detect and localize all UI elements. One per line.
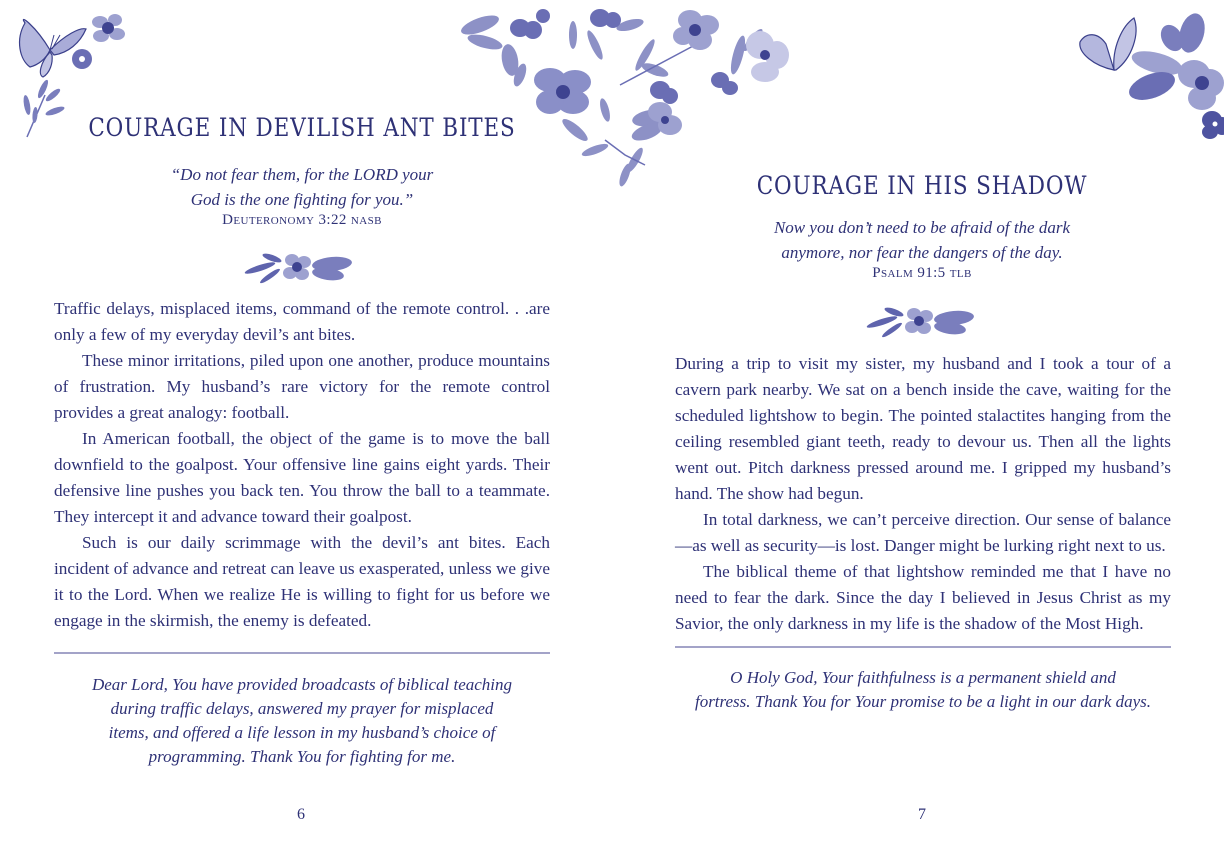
prayer-line: Dear Lord, You have provided broadcasts of biblical teaching — [91, 675, 513, 694]
body-paragraph: During a trip to visit my sister, my husband and I took a tour of a cavern park nearby. We sat on a bench inside the cave, waiting for the scheduled lightshow to begin. The pointed stalactites hanging from the ceiling resembled giant teeth, ready to devour us. Then all the lights went out. Pitch darkness pressed around me. I gripped my husband’s hand. The show had begun. — [675, 354, 1171, 503]
devotion-title: COURAGE IN HIS SHADOW — [756, 171, 1088, 200]
body-paragraph: Such is our daily scrimmage with the devil’s ant bites. Each incident of advance and retreat can leave us exasperated, unless we give it to the Lord. When we realize He is willing to fight for us before we engage in the skirmish, the enemy is defeated. — [54, 533, 550, 630]
prayer-line: programming. Thank You for fighting for me. — [148, 747, 456, 766]
verse-line: Now you don’t need to be afraid of the dark — [773, 218, 1071, 237]
scripture-reference: Psalm 91:5 tlb — [872, 265, 972, 281]
page-number: 7 — [918, 806, 926, 823]
prayer-line: items, and offered a life lesson in my husband’s choice of — [108, 723, 496, 742]
body-paragraph: Traffic delays, misplaced items, command of the remote control. . .are only a few of my everyday devil’s ant bites. — [54, 299, 550, 344]
prayer — [675, 666, 1171, 714]
right-page — [612, 0, 1224, 864]
devotion-body — [54, 296, 550, 634]
section-divider — [675, 646, 1171, 648]
prayer-line: O Holy God, Your faithfulness is a permanent shield and — [730, 668, 1116, 687]
devotion-body — [675, 351, 1171, 637]
floral-divider-icon — [864, 302, 976, 338]
verse-line: anymore, nor fear the dangers of the day. — [781, 243, 1063, 262]
devotion-title: COURAGE IN DEVILISH ANT BITES — [88, 113, 516, 142]
floral-divider-icon — [242, 248, 354, 284]
scripture-verse — [712, 215, 1132, 265]
prayer-line: during traffic delays, answered my prayer for misplaced — [110, 699, 494, 718]
flower-cluster-icon — [1122, 8, 1224, 143]
body-paragraph: In American football, the object of the game is to move the ball downfield to the goalpost. Your offensive line gains eight yards. Their defensive line pushes you back ten. You throw the ball to a teammate. They intercept it and advance toward their goalpost. — [54, 429, 550, 526]
verse-line: “Do not fear them, for the LORD your — [170, 165, 434, 184]
section-divider — [54, 652, 550, 654]
prayer — [54, 673, 550, 769]
flower-icon — [85, 10, 135, 50]
scripture-verse — [100, 162, 504, 212]
verse-line: God is the one fighting for you.” — [190, 190, 414, 209]
flower-icon — [70, 47, 94, 71]
scripture-reference: Deuteronomy 3:22 nasb — [222, 212, 382, 228]
prayer-line: fortress. Thank You for Your promise to be a light in our dark days. — [694, 692, 1152, 711]
page-number: 6 — [297, 806, 305, 823]
body-paragraph: In total darkness, we can’t perceive direction. Our sense of balance—as well as security—is lost. Danger might be lurking right next to us. — [675, 510, 1171, 555]
body-paragraph: The biblical theme of that lightshow reminded me that I have no need to fear the dark. Since the day I believed in Jesus Christ as my Savior, the only darkness in my life is the shadow of the Most High. — [675, 562, 1171, 633]
body-paragraph: These minor irritations, piled upon one another, produce mountains of frustration. My husband’s rare victory for the remote control provides a great analogy: football. — [54, 351, 550, 422]
